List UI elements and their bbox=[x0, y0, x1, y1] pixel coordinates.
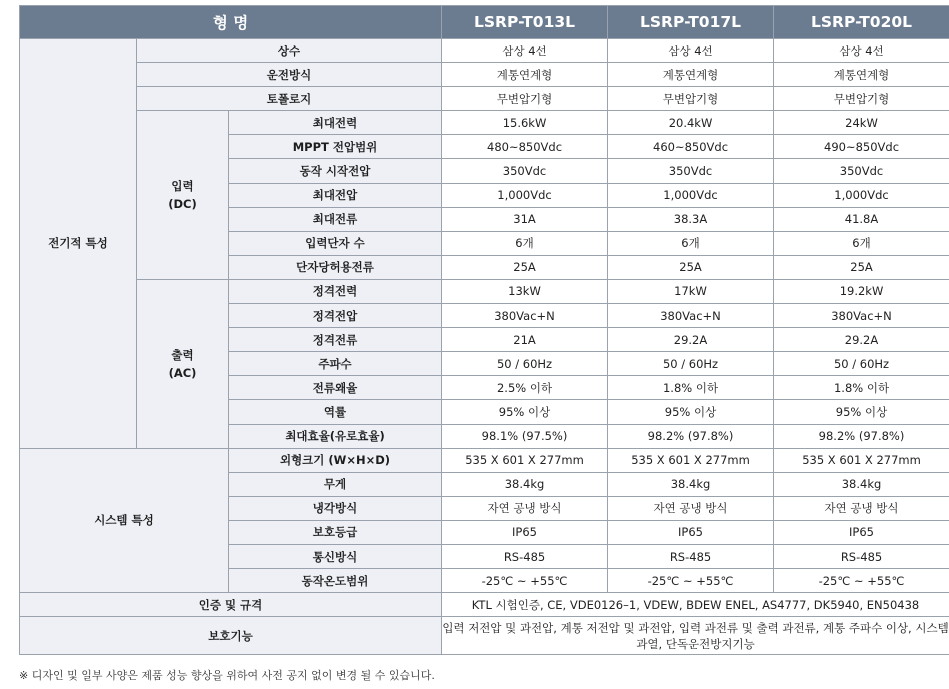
group-system: 시스템 특성 bbox=[20, 448, 229, 593]
cell-value: -25℃ ~ +55℃ bbox=[608, 569, 774, 593]
cell-value: 380Vac+N bbox=[608, 304, 774, 328]
row-label: 단자당허용전류 bbox=[229, 255, 442, 279]
table-row bbox=[20, 593, 949, 617]
cell-value: 무변압기형 bbox=[608, 87, 774, 111]
cell-value: 자연 공냉 방식 bbox=[774, 496, 949, 520]
group-output-label: 출력 (AC) bbox=[168, 347, 197, 380]
cell-value: 1,000Vdc bbox=[774, 183, 949, 207]
row-label: 입력단자 수 bbox=[229, 231, 442, 255]
header-row bbox=[20, 6, 949, 39]
cell-value: 1.8% 이하 bbox=[608, 376, 774, 400]
cell-value: 350Vdc bbox=[608, 159, 774, 183]
cell-value: 480~850Vdc bbox=[442, 135, 608, 159]
certification-value: KTL 시험인증, CE, VDE0126–1, VDEW, BDEW ENEL, AS4777, DK5940, EN50438 bbox=[442, 593, 949, 617]
footnote: ※ 디자인 및 일부 사양은 제품 성능 향상을 위하여 사전 공지 없이 변경 될 수 있습니다. bbox=[19, 669, 435, 682]
cell-value: -25℃ ~ +55℃ bbox=[442, 569, 608, 593]
row-label: 운전방식 bbox=[137, 63, 442, 87]
row-label: 정격전압 bbox=[229, 304, 442, 328]
cell-value: 자연 공냉 방식 bbox=[608, 496, 774, 520]
model-name: LSRP-T017L bbox=[608, 6, 774, 39]
cell-value: 25A bbox=[608, 255, 774, 279]
cell-value: IP65 bbox=[774, 520, 949, 544]
cell-value: 15.6kW bbox=[442, 111, 608, 135]
cell-value: 98.2% (97.8%) bbox=[774, 424, 949, 448]
cell-value: 19.2kW bbox=[774, 279, 949, 303]
cell-value: 25A bbox=[442, 255, 608, 279]
cell-value: 50 / 60Hz bbox=[774, 352, 949, 376]
row-label: 최대전력 bbox=[229, 111, 442, 135]
cell-value: 25A bbox=[774, 255, 949, 279]
table-row bbox=[20, 111, 949, 135]
cell-value: 41.8A bbox=[774, 207, 949, 231]
cell-value: IP65 bbox=[608, 520, 774, 544]
cell-value: 380Vac+N bbox=[774, 304, 949, 328]
cell-value: 535 X 601 X 277mm bbox=[442, 448, 608, 472]
row-label: 전류왜율 bbox=[229, 376, 442, 400]
row-label: 정격전력 bbox=[229, 279, 442, 303]
row-label: 보호등급 bbox=[229, 520, 442, 544]
cell-value: 1.8% 이하 bbox=[774, 376, 949, 400]
group-output bbox=[137, 279, 229, 448]
row-label: MPPT 전압범위 bbox=[229, 135, 442, 159]
row-label: 무게 bbox=[229, 472, 442, 496]
protection-value: 입력 저전압 및 과전압, 계통 저전압 및 과전압, 입력 과전류 및 출력 과전류, 계통 주파수 이상, 시스템 과열, 단독운전방지기능 bbox=[442, 617, 949, 655]
cell-value: -25℃ ~ +55℃ bbox=[774, 569, 949, 593]
row-label: 외형크기 (W×H×D) bbox=[229, 448, 442, 472]
cell-value: 삼상 4선 bbox=[774, 39, 949, 63]
table-row bbox=[20, 448, 949, 472]
row-label: 최대전압 bbox=[229, 183, 442, 207]
row-label: 정격전류 bbox=[229, 328, 442, 352]
cell-value: 29.2A bbox=[774, 328, 949, 352]
cell-value: 95% 이상 bbox=[442, 400, 608, 424]
cell-value: 6개 bbox=[774, 231, 949, 255]
row-label: 주파수 bbox=[229, 352, 442, 376]
cell-value: 95% 이상 bbox=[608, 400, 774, 424]
cell-value: 1,000Vdc bbox=[442, 183, 608, 207]
cell-value: 24kW bbox=[774, 111, 949, 135]
cell-value: 31A bbox=[442, 207, 608, 231]
row-label: 최대효율(유로효율) bbox=[229, 424, 442, 448]
cell-value: 50 / 60Hz bbox=[608, 352, 774, 376]
cell-value: 490~850Vdc bbox=[774, 135, 949, 159]
cell-value: 13kW bbox=[442, 279, 608, 303]
cell-value: 460~850Vdc bbox=[608, 135, 774, 159]
cell-value: 무변압기형 bbox=[774, 87, 949, 111]
cell-value: 29.2A bbox=[608, 328, 774, 352]
table-row bbox=[20, 39, 949, 63]
cell-value: 17kW bbox=[608, 279, 774, 303]
cell-value: 2.5% 이하 bbox=[442, 376, 608, 400]
cell-value: RS-485 bbox=[774, 544, 949, 568]
certification-label: 인증 및 규격 bbox=[20, 593, 442, 617]
table-row bbox=[20, 617, 949, 655]
row-label: 역률 bbox=[229, 400, 442, 424]
cell-value: 6개 bbox=[608, 231, 774, 255]
cell-value: 535 X 601 X 277mm bbox=[774, 448, 949, 472]
cell-value: 계통연계형 bbox=[608, 63, 774, 87]
cell-value: 자연 공냉 방식 bbox=[442, 496, 608, 520]
row-label: 최대전류 bbox=[229, 207, 442, 231]
cell-value: 350Vdc bbox=[442, 159, 608, 183]
cell-value: RS-485 bbox=[442, 544, 608, 568]
cell-value: 380Vac+N bbox=[442, 304, 608, 328]
cell-value: RS-485 bbox=[608, 544, 774, 568]
cell-value: 50 / 60Hz bbox=[442, 352, 608, 376]
row-label: 동작 시작전압 bbox=[229, 159, 442, 183]
table-row bbox=[20, 279, 949, 303]
row-label: 토폴로지 bbox=[137, 87, 442, 111]
cell-value: 38.4kg bbox=[442, 472, 608, 496]
cell-value: 21A bbox=[442, 328, 608, 352]
table-row bbox=[20, 63, 949, 87]
cell-value: 98.2% (97.8%) bbox=[608, 424, 774, 448]
row-label: 동작온도범위 bbox=[229, 569, 442, 593]
cell-value: 350Vdc bbox=[774, 159, 949, 183]
group-electrical: 전기적 특성 bbox=[20, 39, 137, 449]
row-label: 냉각방식 bbox=[229, 496, 442, 520]
cell-value: 38.4kg bbox=[608, 472, 774, 496]
cell-value: 38.4kg bbox=[774, 472, 949, 496]
group-input bbox=[137, 111, 229, 280]
cell-value: IP65 bbox=[442, 520, 608, 544]
cell-value: 무변압기형 bbox=[442, 87, 608, 111]
row-label: 상수 bbox=[137, 39, 442, 63]
group-input-label: 입력 (DC) bbox=[168, 179, 197, 212]
protection-label: 보호기능 bbox=[20, 617, 442, 655]
cell-value: 38.3A bbox=[608, 207, 774, 231]
cell-value: 535 X 601 X 277mm bbox=[608, 448, 774, 472]
cell-value: 1,000Vdc bbox=[608, 183, 774, 207]
cell-value: 삼상 4선 bbox=[608, 39, 774, 63]
spec-table bbox=[19, 5, 949, 655]
cell-value: 20.4kW bbox=[608, 111, 774, 135]
cell-value: 계통연계형 bbox=[774, 63, 949, 87]
cell-value: 98.1% (97.5%) bbox=[442, 424, 608, 448]
model-name: LSRP-T020L bbox=[774, 6, 949, 39]
model-title: 형 명 bbox=[20, 6, 442, 39]
cell-value: 계통연계형 bbox=[442, 63, 608, 87]
cell-value: 95% 이상 bbox=[774, 400, 949, 424]
model-name: LSRP-T013L bbox=[442, 6, 608, 39]
table-row bbox=[20, 87, 949, 111]
cell-value: 삼상 4선 bbox=[442, 39, 608, 63]
row-label: 통신방식 bbox=[229, 544, 442, 568]
cell-value: 6개 bbox=[442, 231, 608, 255]
